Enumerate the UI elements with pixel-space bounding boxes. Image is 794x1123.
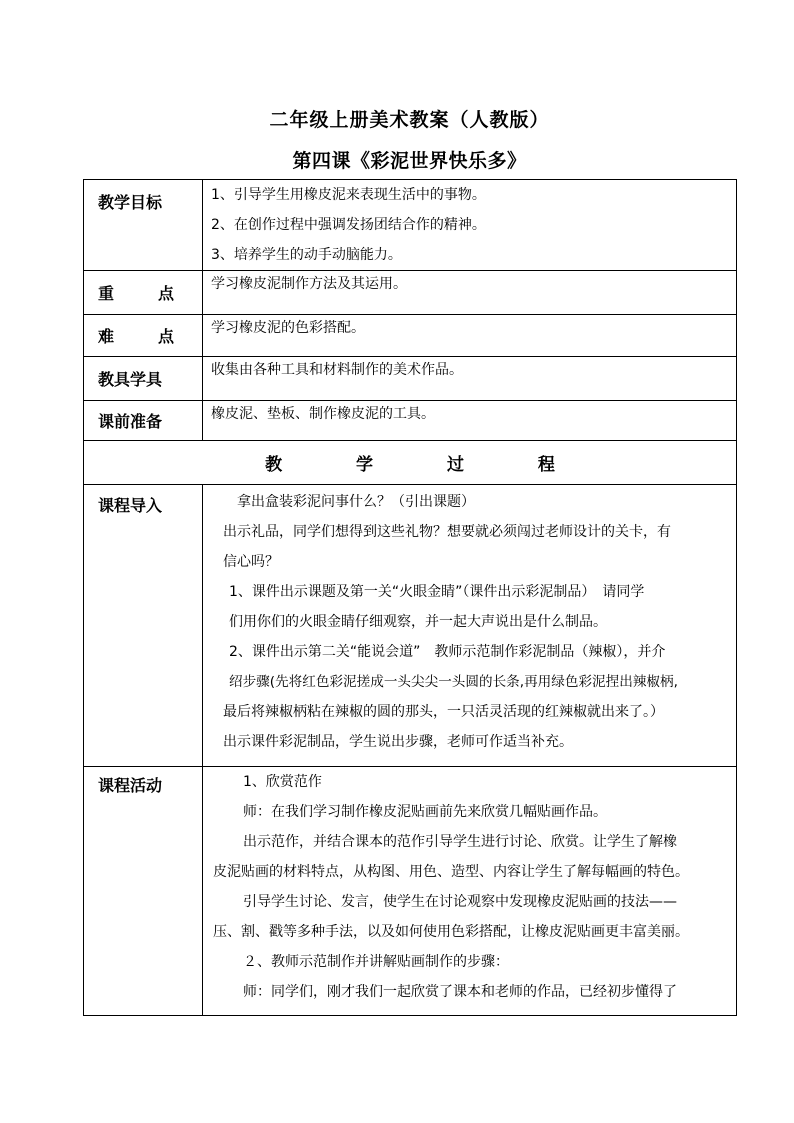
intro-line-1: 拿出盒装彩泥问事什么？（引出课题） — [237, 494, 475, 510]
objectives-row — [84, 180, 737, 271]
activity-line-8: 师：同学们，刚才我们一起欣赏了课本和老师的作品，已经初步懂得了 — [243, 984, 677, 1000]
key-point-row — [84, 271, 737, 315]
difficulty-row — [84, 315, 737, 357]
teaching-aids-label — [84, 357, 203, 401]
intro-line-7: 绍步骤(先将红色彩泥搓成一头尖尖一头圆的长条,再用绿色彩泥捏出辣椒柄, — [229, 674, 678, 690]
activity-line-5: 引导学生讨论、发言，使学生在讨论观察中发现橡皮泥贴画的技法—— — [243, 894, 677, 910]
intro-line-8: 最后将辣椒柄粘在辣椒的圆的那头，一只活灵活现的红辣椒就出来了。） — [223, 704, 664, 720]
preparation-text: 橡皮泥、垫板、制作橡皮泥的工具。 — [211, 406, 435, 422]
intro-line-9: 出示课件彩泥制品，学生说出步骤，老师可作适当补充。 — [223, 734, 573, 750]
preparation-content — [203, 401, 737, 441]
teaching-aids-text: 收集由各种工具和材料制作的美术作品。 — [211, 362, 463, 378]
introduction-label-text: 课程导入 — [98, 496, 163, 515]
teaching-aids-label-text: 教具学具 — [98, 370, 163, 389]
teaching-aids-content — [203, 357, 737, 401]
activity-line-6: 压、割、戳等多种手法，以及如何使用色彩搭配，让橡皮泥贴画更丰富美丽。 — [213, 924, 689, 940]
process-heading-row — [84, 441, 737, 485]
activity-line-2: 师：在我们学习制作橡皮泥贴画前先来欣赏几幅贴画作品。 — [243, 804, 607, 820]
lesson-title: 第四课《彩泥世界快乐多》 — [292, 150, 527, 172]
process-heading-char-3: 过 — [446, 455, 464, 475]
activity-line-7: ２、教师示范制作并讲解贴画制作的步骤： — [243, 954, 509, 970]
process-heading — [84, 441, 737, 485]
intro-line-2: 出示礼品，同学们想得到这些礼物？想要就必须闯过老师设计的关卡，有 — [223, 524, 671, 540]
activity-line-1: 1、欣赏范作 — [243, 774, 322, 790]
key-point-content — [203, 271, 737, 315]
teaching-aids-row — [84, 357, 737, 401]
activity-label — [84, 767, 203, 1016]
process-heading-char-1: 教 — [265, 455, 283, 475]
preparation-label-text: 课前准备 — [98, 412, 163, 431]
introduction-label — [84, 485, 203, 767]
objectives-content — [203, 180, 737, 271]
objectives-label — [84, 180, 203, 271]
key-point-label-text: 重 点 — [98, 284, 174, 303]
introduction-row — [84, 485, 737, 767]
introduction-content — [203, 485, 737, 767]
activity-line-4: 皮泥贴画的材料特点，从构图、用色、造型、内容让学生了解每幅画的特色。 — [213, 864, 689, 880]
intro-line-4: 1、课件出示课题及第一关“火眼金睛”（课件出示彩泥制品） 请同学 — [229, 584, 645, 600]
preparation-row — [84, 401, 737, 441]
difficulty-text: 学习橡皮泥的色彩搭配。 — [211, 320, 365, 336]
objective-line-1: 1、引导学生用橡皮泥来表现生活中的事物。 — [211, 187, 486, 203]
difficulty-label-text: 难 点 — [98, 327, 174, 346]
activity-label-text: 课程活动 — [98, 776, 163, 795]
intro-line-5: 们用你们的火眼金睛仔细观察，并一起大声说出是什么制品。 — [229, 614, 607, 630]
key-point-label — [84, 271, 203, 315]
objectives-label-text: 教学目标 — [98, 193, 163, 212]
activity-content — [203, 767, 737, 1016]
activity-line-3: 出示范作，并结合课本的范作引导学生进行讨论、欣赏。让学生了解橡 — [243, 834, 677, 850]
difficulty-content — [203, 315, 737, 357]
objective-line-3: 3、培养学生的动手动脑能力。 — [211, 247, 402, 263]
intro-line-3: 信心吗？ — [223, 554, 279, 570]
difficulty-label — [84, 315, 203, 357]
process-heading-char-4: 程 — [537, 455, 555, 475]
document-title: 二年级上册美术教案（人教版） — [269, 109, 550, 131]
lesson-plan-table — [83, 179, 737, 1016]
activity-row — [84, 767, 737, 1016]
preparation-label — [84, 401, 203, 441]
objective-line-2: 2、在创作过程中强调发扬团结合作的精神。 — [211, 217, 486, 233]
intro-line-6: 2、课件出示第二关“能说会道” 教师示范制作彩泥制品（辣椒），并介 — [229, 644, 666, 660]
process-heading-char-2: 学 — [356, 455, 374, 475]
key-point-text: 学习橡皮泥制作方法及其运用。 — [211, 276, 407, 292]
